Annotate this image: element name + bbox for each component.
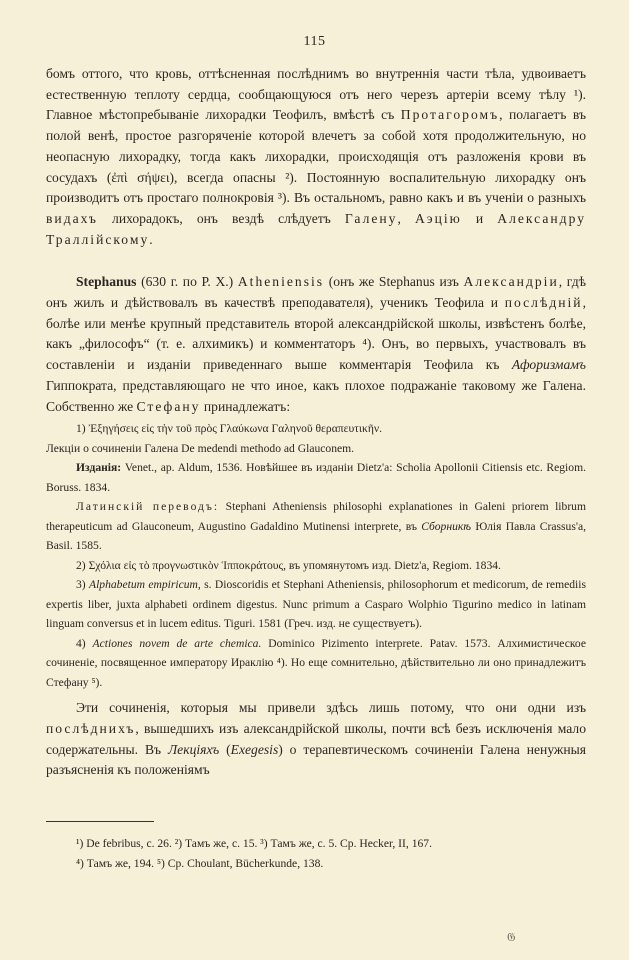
name-aetius: Аэцію — [414, 210, 462, 226]
paragraph-stephanus: Stephanus (630 г. по Р. Х.) Atheniensis (онъ же Stephanus изъ Александріи, гдѣ онъ жилъ и дѣйствовалъ въ качествѣ преподавателя), ученикъ Теофила и послѣдній, болѣе или менѣе крупный представитель второй александрійской школы, извѣстенъ болѣе, какъ „философъ“ (т. е. алхимикъ) и комментаторъ ⁴). Онъ, во первыхъ, участвовалъ въ составленіи и изданіи приведеннаго выше комментарія Теофила къ Афоризмамъ Гиппократа, представляющаго не что иное, какъ плохое подражаніе таковому же Галена. Собственно же Стефану принадлежатъ: — [46, 274, 586, 414]
works-list — [46, 419, 586, 692]
list-item: 3) Alphabetum empiricum, s. Dioscoridis et Stephani Atheniensis, philosophorum et medicorum, de remediis expertis liber, juxta alphabeti ordinem digestus. Nunc primum a Casparo Wolphio Tigurino medico in latinam linguam conversus et in lucem editus. Tiguri. 1581 (Греч. изд. не существуетъ). — [46, 578, 586, 631]
name-alexander: Александру Траллійскому — [46, 210, 586, 247]
heading-stephanus: Stephanus — [76, 274, 137, 290]
list-item: 1) Ἐξηγήσεις εἰς τὴν τοῦ πρὸς Γλαύκωνα Γαληνοῦ θεραπευτικῆν. — [76, 422, 383, 436]
main-text — [46, 64, 586, 781]
footnote-line: ¹) De febribus, c. 26. ²) Тамъ же, с. 15. ³) Тамъ же, с. 5. Ср. Hecker, II, 167. — [76, 837, 432, 850]
list-item: Латинскій переводъ: Stephani Atheniensis philosophi explanationes in Galeni priorem librum therapeuticum ad Glauconeum, Augustino Gadaldino Mutinensi interprete, въ Сборникѣ Юлія Павла Crassus'a, Basil. 1585. — [46, 500, 586, 553]
page-number: 115 — [303, 34, 326, 49]
footnotes — [46, 834, 586, 874]
paragraph-conclusion: Эти сочиненія, которыя мы привели здѣсь лишь потому, что они одни изъ послѣднихъ, вышедшихъ изъ александрійской школы, почти всѣ безъ исключенія мало содержательны. Въ Лекціяхъ (Exegesis) о терапевтическомъ сочиненіи Галена ненужныя разъясненія къ положеніямъ — [46, 700, 586, 778]
footnote-rule — [46, 821, 154, 822]
list-item: 2) Σχόλια εἰς τὸ προγνωστικὸν Ἱπποκράτους, въ упомянутомъ изд. Dietz'a, Regiom. 1834. — [76, 558, 501, 572]
list-item: 4) Actiones novem de arte chemica. Dominico Pizimento interprete. Patav. 1573. Алхимистическое сочиненіе, посвященное императору Ираклію ⁴). Но еще сомнительно, дѣйствительно ли оно принадлежитъ Стефану ⁵). — [46, 636, 586, 689]
list-item: Изданія: Venet., ap. Aldum, 1536. Новѣйшее въ изданіи Dietz'a: Scholia Apollonii Citiensis etc. Regiom. Boruss. 1834. — [46, 461, 586, 494]
signature-mark: 𝔊 — [507, 930, 516, 944]
footnote-line: ⁴) Тамъ же, 194. ⁵) Ср. Choulant, Bücherkunde, 138. — [76, 857, 324, 870]
list-item: Лекціи о сочиненіи Галена De medendi methodo ad Glauconem. — [46, 441, 355, 455]
name-galen: Галену — [344, 210, 398, 226]
paragraph-theophilus: бомъ оттого, что кровь, оттѣсненная послѣднимъ во внутреннія части тѣла, удвоиваетъ естественную теплоту сердца, сообщающуюся отъ него черезъ артеріи всему тѣлу ¹). Главное мѣстопребываніе лихорадки Теофилъ, вмѣстѣ съ Протагоромъ, полагаетъ въ полой венѣ, простое разгоряченіе которой влечетъ за собой хотя продолжительную, но неопасную лихорадку, тогда какъ лихорадки, происходящія отъ разложенія крови въ сосудахъ (ἐπὶ σήψει), всегда опасны ²). Постоянную воспалительную лихорадку онъ производитъ отъ простаго полнокровія ³). Въ остальномъ, равно какъ и въ ученіи о разныхъ видахъ лихорадокъ, онъ вездѣ слѣдуетъ Галену, Аэцію и Александру Траллійскому. — [46, 66, 586, 247]
name-protagoras: Протагоромъ — [400, 107, 500, 123]
